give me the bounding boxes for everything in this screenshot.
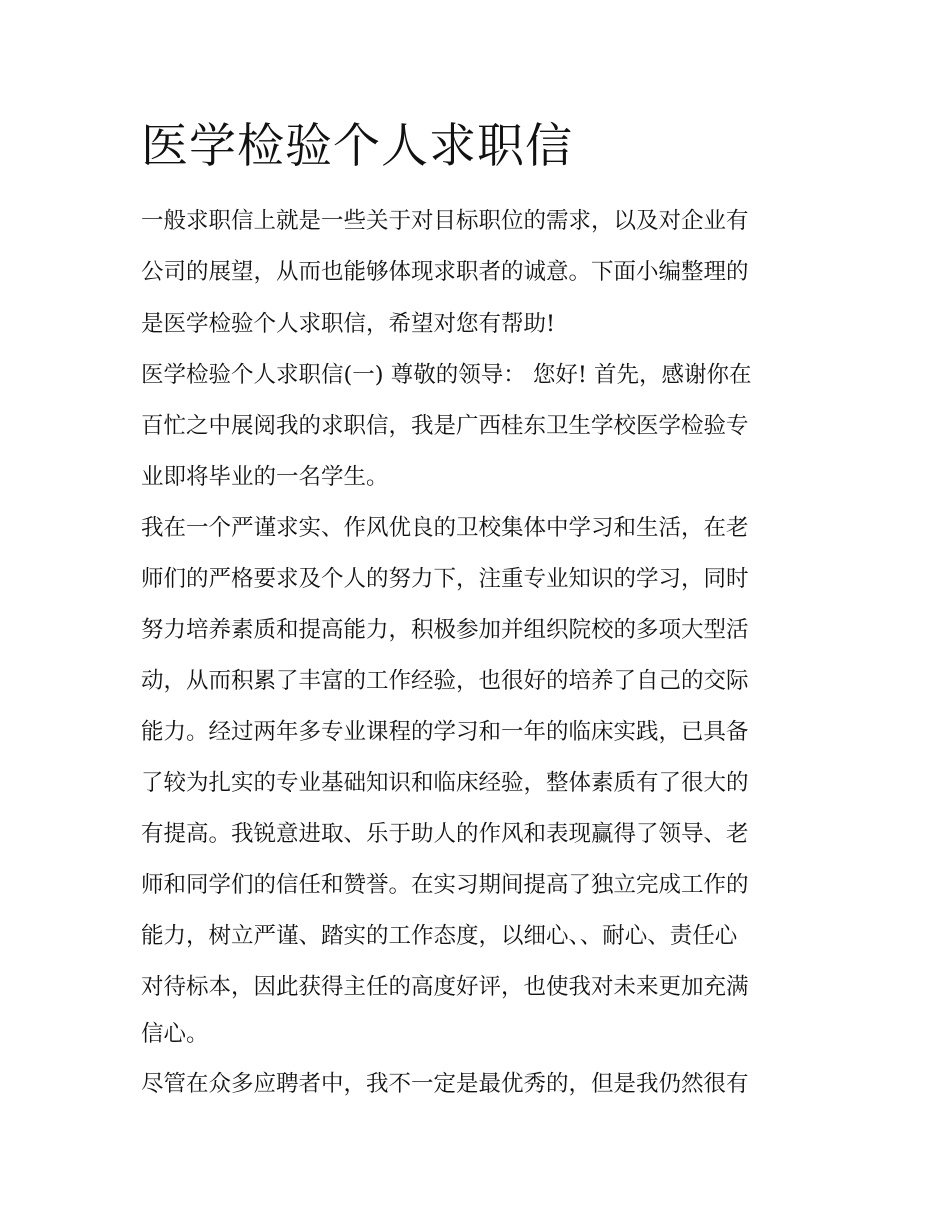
paragraph-3-line-4: 动，从而积累了丰富的工作经验，也很好的培养了自己的交际 bbox=[141, 668, 749, 694]
paragraph-4-line-1: 尽管在众多应聘者中，我不一定是最优秀的，但是我仍然很有 bbox=[141, 1071, 749, 1097]
paragraph-1-line-2: 公司的展望，从而也能够体现求职者的诚意。下面小编整理的 bbox=[141, 259, 749, 285]
paragraph-2-line-1: 医学检验个人求职信(一) 尊敬的领导： 您好! 首先，感谢你在 bbox=[141, 362, 752, 388]
paragraph-3-line-8: 师和同学们的信任和赞誉。在实习期间提高了独立完成工作的 bbox=[141, 872, 749, 898]
paragraph-3-line-6: 了较为扎实的专业基础知识和临床经验，整体素质有了很大的 bbox=[141, 770, 749, 796]
paragraph-3-line-2: 师们的严格要求及个人的努力下，注重专业知识的学习，同时 bbox=[141, 566, 749, 592]
paragraph-2-line-3: 业即将毕业的一名学生。 bbox=[141, 464, 389, 490]
paragraph-3-line-1: 我在一个严谨求实、作风优良的卫校集体中学习和生活，在老 bbox=[141, 515, 749, 541]
paragraph-3-line-3: 努力培养素质和提高能力，积极参加并组织院校的多项大型活 bbox=[141, 617, 749, 643]
paragraph-3-line-11: 信心。 bbox=[141, 1021, 209, 1047]
paragraph-2-line-2: 百忙之中展阅我的求职信，我是广西桂东卫生学校医学检验专 bbox=[141, 413, 749, 439]
paragraph-1-line-1: 一般求职信上就是一些关于对目标职位的需求，以及对企业有 bbox=[141, 208, 749, 234]
paragraph-3-line-10: 对待标本，因此获得主任的高度好评，也使我对未来更加充满 bbox=[141, 974, 749, 1000]
paragraph-3-line-7: 有提高。我锐意进取、乐于助人的作风和表现赢得了领导、老 bbox=[141, 821, 749, 847]
paragraph-3-line-5: 能力。经过两年多专业课程的学习和一年的临床实践，已具备 bbox=[141, 719, 749, 745]
paragraph-1-line-3: 是医学检验个人求职信，希望对您有帮助! bbox=[141, 311, 556, 337]
paragraph-3-line-9: 能力，树立严谨、踏实的工作态度，以细心、、耐心、责任心 bbox=[141, 923, 738, 949]
document-title: 医学检验个人求职信 bbox=[141, 119, 573, 174]
